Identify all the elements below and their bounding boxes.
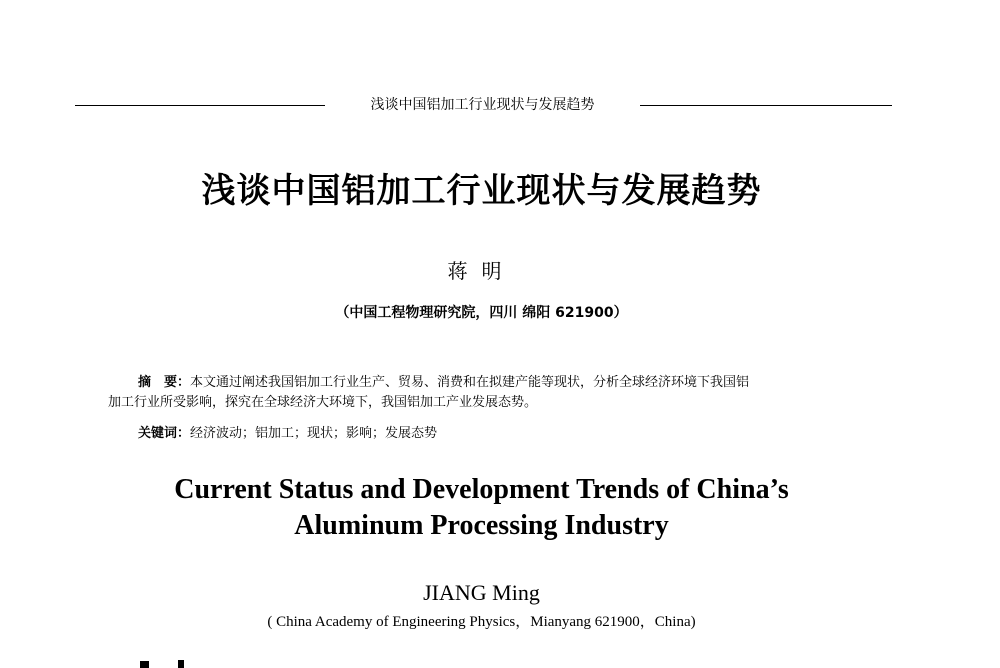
keywords-text: 经济波动；铝加工；现状；影响；发展态势 bbox=[190, 426, 438, 441]
keywords-chinese bbox=[138, 424, 437, 444]
affiliation-chinese: （中国工程物理研究院，四川 绵阳 621900） bbox=[335, 305, 628, 321]
abstract-line-2: 加工行业所受影响，探究在全球经济大环境下，我国铝加工产业发展态势。 bbox=[108, 395, 538, 410]
paper-title-english bbox=[0, 472, 963, 544]
abstract-chinese bbox=[108, 373, 868, 413]
affiliation-english: ( China Academy of Engineering Physics，Mianyang 621900，China) bbox=[267, 614, 696, 630]
abstract-text-1: 本文通过阐述我国铝加工行业生产、贸易、消费和在拟建产能等现状，分析全球经济环境下我国铝 bbox=[190, 375, 750, 390]
title-en-line-2: Aluminum Processing Industry bbox=[294, 510, 669, 541]
running-header: 浅谈中国铝加工行业现状与发展趋势 bbox=[370, 97, 595, 113]
author-chinese: 蒋明 bbox=[447, 259, 516, 283]
cropped-text-fragment bbox=[138, 657, 198, 668]
abstract-label: 摘 要： bbox=[138, 375, 191, 390]
title-en-line-1: Current Status and Development Trends of China’s bbox=[174, 474, 789, 505]
keywords-label: 关键词： bbox=[138, 426, 191, 441]
author-english: JIANG Ming bbox=[423, 580, 540, 605]
header-rule-left bbox=[75, 105, 325, 106]
header-rule-right bbox=[640, 105, 892, 106]
abstract-line-1 bbox=[108, 373, 868, 393]
paper-title-chinese: 浅谈中国铝加工行业现状与发展趋势 bbox=[201, 171, 762, 211]
